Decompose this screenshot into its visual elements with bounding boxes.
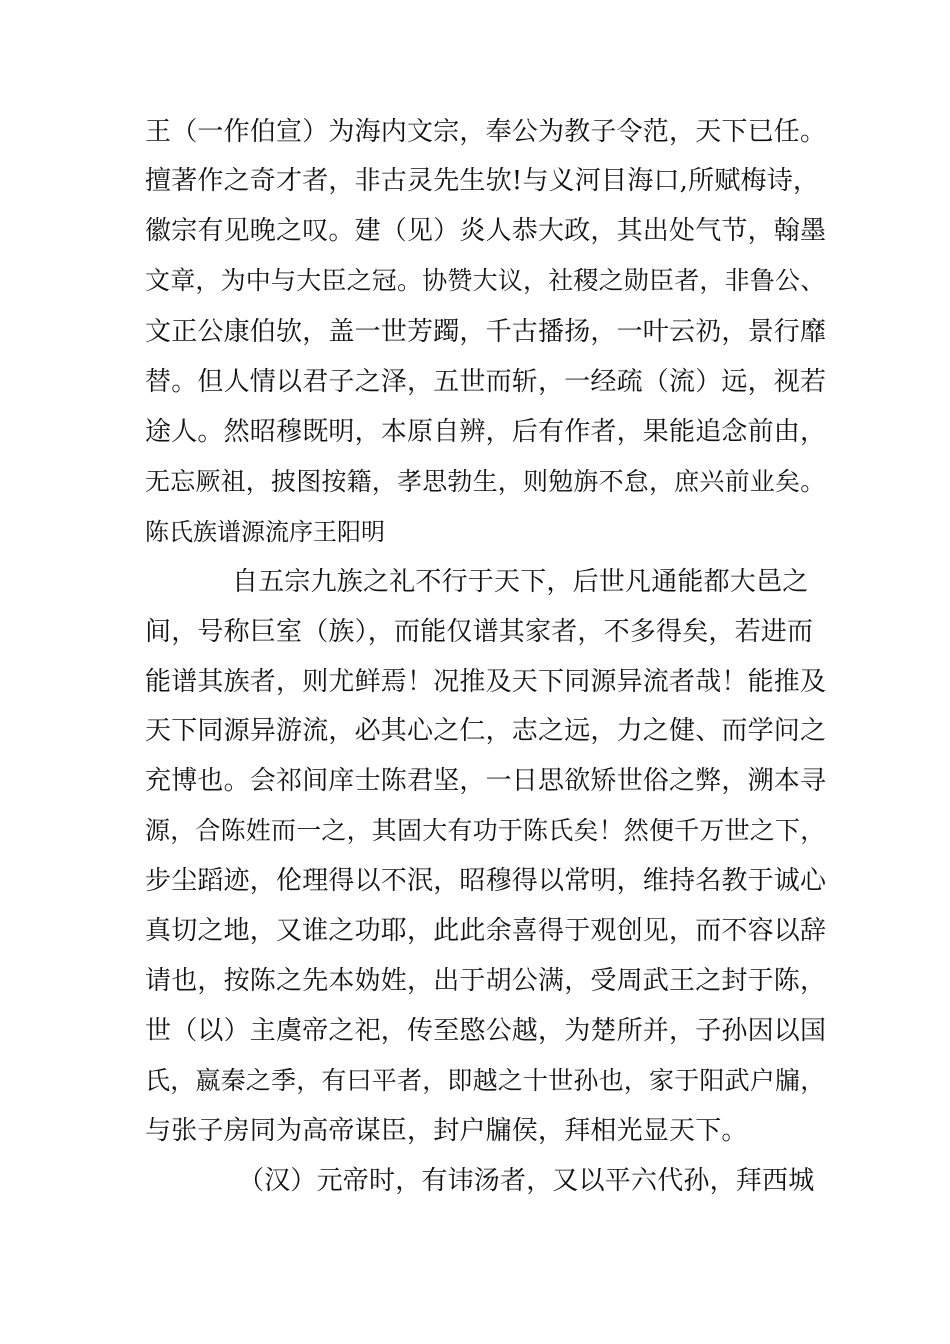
text-line: 文正公康伯欤，盖一世芳躅，千古播扬，一叶云礽，景行靡 [145, 317, 827, 347]
text-line: 充博也。会祁间庠士陈君坚，一日思欲矫世俗之弊，溯本寻 [145, 766, 827, 796]
text-line: 源，合陈姓而一之，其固大有功于陈氏矣！然便千万世之下， [145, 816, 826, 845]
text-line: 文章，为中与大臣之冠。协赞大议，社稷之勋臣者，非鲁公、 [145, 266, 826, 295]
text-line: 与张子房同为高帝谋臣，封户牖侯，拜相光显天下。 [145, 1116, 748, 1146]
text-line: 自五宗九族之礼不行于天下，后世凡通能都大邑之 [232, 567, 809, 597]
text-line: 无忘厥祖，披图按籍，孝思勃生，则勉旃不怠，庶兴前业矣。 [145, 467, 826, 496]
text-line: 真切之地，又谁之功耶，此此余喜得于观创见，而不容以辞 [145, 916, 827, 946]
section-title: 陈氏族谱源流序王阳明 [145, 518, 385, 546]
text-line: 擅著作之奇才者，非古灵先生欤!与义河目海口,所赋梅诗， [145, 166, 820, 196]
text-line: 步尘蹈迹，伦理得以不泯，昭穆得以常明，维持名教于诚心 [145, 866, 827, 896]
text-line: 请也，按陈之先本妫姓，出于胡公满，受周武王之封于陈， [145, 966, 827, 996]
text-line: 王（一作伯宣）为海内文宗，奉公为教子令范，天下已任。 [145, 117, 827, 147]
text-line: 天下同源异游流，必其心之仁，志之远，力之健、而学问之 [145, 716, 827, 746]
text-line: 间，号称巨室（族），而能仅谱其家者，不多得矣，若进而 [145, 617, 814, 647]
text-line: 世（以）主虞帝之祀，传至愍公越，为楚所并，子孙因以国 [145, 1016, 827, 1046]
text-line: （汉）元帝时，有讳汤者，又以平六代孙，拜西城 [238, 1166, 815, 1196]
text-line: 氏，嬴秦之季，有曰平者，即越之十世孙也，家于阳武户牖， [145, 1066, 826, 1095]
text-line: 能谱其族者，则尤鲜焉！况推及天下同源异流者哉！能推及 [145, 667, 827, 697]
text-line: 途人。然昭穆既明，本原自辨，后有作者，果能追念前由， [145, 417, 827, 447]
text-line: 替。但人情以君子之泽，五世而斩，一经疏（流）远，视若 [145, 367, 827, 397]
text-line: 徽宗有见晚之叹。建（见）炎人恭大政，其出处气节，翰墨 [145, 216, 827, 246]
